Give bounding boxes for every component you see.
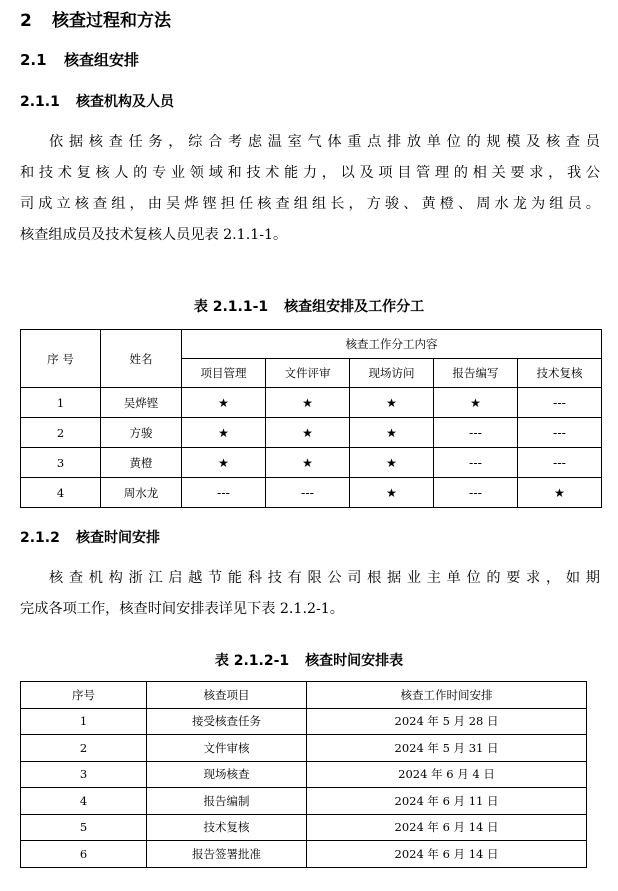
cell-mark: ---: [434, 478, 518, 508]
cell-date: 2024 年 6 月 14 日: [307, 841, 587, 868]
cell-mark: ★: [182, 388, 266, 418]
cell-date: 2024 年 6 月 4 日: [307, 761, 587, 788]
cell-date: 2024 年 6 月 14 日: [307, 814, 587, 841]
table-row: [21, 735, 587, 762]
header-item: 核查项目: [147, 682, 307, 709]
table-row: [21, 788, 587, 815]
table-header-row: [21, 330, 602, 359]
cell-mark: ★: [350, 448, 434, 478]
cell-name: 周水龙: [101, 478, 182, 508]
cell-date: 2024 年 5 月 28 日: [307, 708, 587, 735]
paragraph-line: 核查机构浙江启越节能科技有限公司根据业主单位的要求，如期: [49, 570, 600, 586]
cell-mark: ★: [182, 448, 266, 478]
caption-number: 表 2.1.2-1: [214, 653, 290, 669]
table-row: [21, 448, 602, 478]
cell-mark: ★: [518, 478, 602, 508]
cell-mark: ---: [518, 418, 602, 448]
cell-seq: 2: [21, 735, 147, 762]
cell-name: 黄橙: [101, 448, 182, 478]
heading-title: 核查过程和方法: [52, 11, 171, 31]
heading-number: 2.1.2: [20, 530, 60, 546]
cell-mark: ---: [434, 448, 518, 478]
cell-mark: ---: [182, 478, 266, 508]
cell-mark: ---: [266, 478, 350, 508]
paragraph-line: 核查组成员及技术复核人员见表 2.1.1-1。: [20, 227, 288, 243]
table-row: [21, 814, 587, 841]
cell-seq: 4: [21, 478, 101, 508]
cell-mark: ★: [182, 418, 266, 448]
schedule-table: [20, 681, 587, 868]
cell-date: 2024 年 6 月 11 日: [307, 788, 587, 815]
cell-mark: ---: [518, 448, 602, 478]
caption-number: 表 2.1.1-1: [193, 299, 269, 315]
header-division-of-work: 核查工作分工内容: [182, 330, 602, 359]
cell-date: 2024 年 5 月 31 日: [307, 735, 587, 762]
cell-seq: 3: [21, 761, 147, 788]
team-assignment-table: [20, 329, 602, 508]
table-row: [21, 761, 587, 788]
table-row: [21, 418, 602, 448]
cell-seq: 1: [21, 708, 147, 735]
cell-name: 方骏: [101, 418, 182, 448]
header-seq: 序号: [21, 682, 147, 709]
paragraph-line: 完成各项工作，核查时间安排表详见下表 2.1.2-1。: [20, 601, 344, 617]
cell-seq: 2: [21, 418, 101, 448]
table-header-row: [21, 682, 587, 709]
header-schedule: 核查工作时间安排: [307, 682, 587, 709]
table-row: [21, 841, 587, 868]
cell-name: 吴烨铿: [101, 388, 182, 418]
cell-item: 技术复核: [147, 814, 307, 841]
table-row: [21, 708, 587, 735]
cell-item: 报告编制: [147, 788, 307, 815]
header-seq: 序 号: [21, 330, 101, 388]
paragraph-line: 和技术复核人的专业领域和技术能力，以及项目管理的相关要求，我公: [20, 165, 600, 181]
table-caption-2-1-1-1: [0, 296, 618, 316]
header-project-management: 项目管理: [182, 359, 266, 388]
cell-item: 文件审核: [147, 735, 307, 762]
paragraph-line: 司成立核查组，由吴烨铿担任核查组组长，方骏、黄橙、周水龙为组员。: [20, 196, 600, 212]
cell-item: 现场核查: [147, 761, 307, 788]
heading-title: 核查组安排: [64, 51, 140, 69]
paragraph-line: 依据核查任务，综合考虑温室气体重点排放单位的规模及核查员: [49, 134, 600, 150]
cell-mark: ★: [350, 418, 434, 448]
cell-seq: 5: [21, 814, 147, 841]
cell-mark: ★: [434, 388, 518, 418]
caption-title: 核查时间安排表: [305, 653, 404, 669]
cell-mark: ---: [518, 388, 602, 418]
cell-mark: ★: [350, 478, 434, 508]
section-heading-2-1-2: [20, 527, 160, 547]
table-caption-2-1-2-1: [0, 650, 618, 670]
header-technical-review: 技术复核: [518, 359, 602, 388]
cell-seq: 4: [21, 788, 147, 815]
cell-mark: ★: [266, 418, 350, 448]
paragraph-schedule: [20, 563, 600, 625]
paragraph-verification-team: [20, 127, 600, 251]
cell-mark: ---: [434, 418, 518, 448]
caption-title: 核查组安排及工作分工: [284, 299, 425, 315]
cell-mark: ★: [266, 448, 350, 478]
cell-mark: ★: [266, 388, 350, 418]
heading-title: 核查机构及人员: [76, 94, 174, 110]
table-row: [21, 388, 602, 418]
section-heading-2-1: [20, 49, 139, 70]
cell-seq: 1: [21, 388, 101, 418]
table-row: [21, 478, 602, 508]
heading-title: 核查时间安排: [76, 530, 160, 546]
heading-number: 2.1.1: [20, 94, 60, 110]
cell-seq: 6: [21, 841, 147, 868]
section-heading-2: [20, 6, 171, 31]
section-heading-2-1-1: [20, 91, 174, 111]
heading-number: 2: [20, 11, 32, 31]
cell-item: 报告签署批准: [147, 841, 307, 868]
header-report-writing: 报告编写: [434, 359, 518, 388]
cell-item: 接受核查任务: [147, 708, 307, 735]
header-site-visit: 现场访问: [350, 359, 434, 388]
header-name: 姓名: [101, 330, 182, 388]
cell-mark: ★: [350, 388, 434, 418]
header-document-review: 文件评审: [266, 359, 350, 388]
heading-number: 2.1: [20, 51, 47, 69]
cell-seq: 3: [21, 448, 101, 478]
